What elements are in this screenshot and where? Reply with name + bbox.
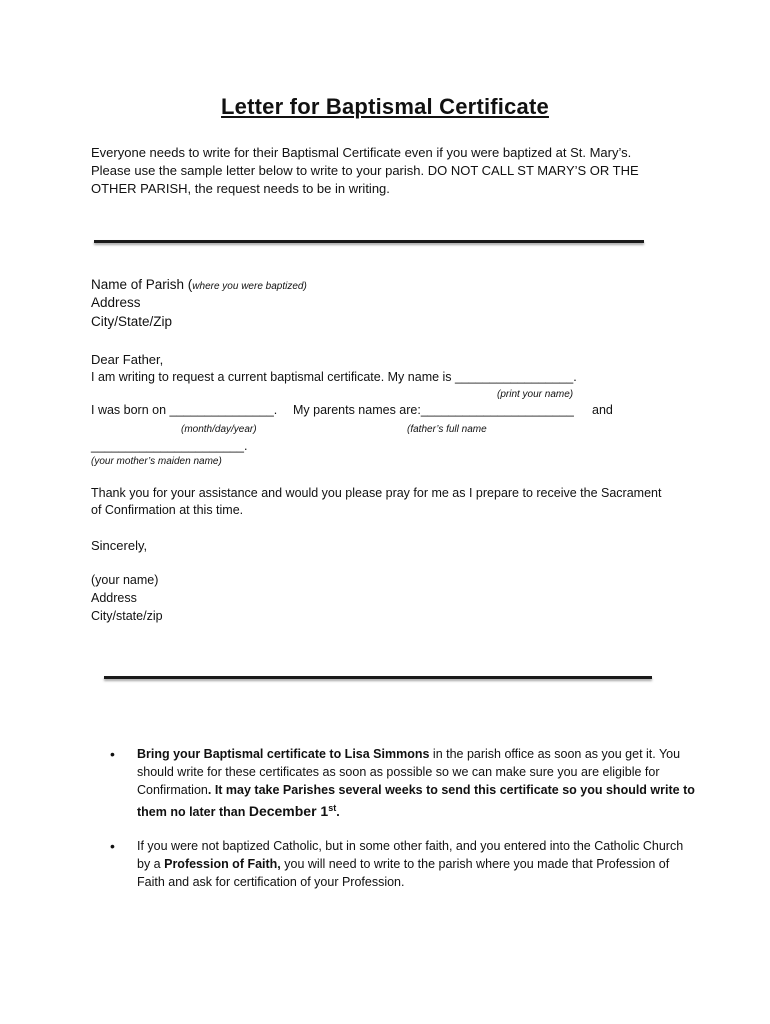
bullet-1-end: . [336,805,340,820]
intro-paragraph [91,144,639,198]
bullet-icon: • [110,746,115,762]
mother-blank: ______________________. [91,439,248,453]
intro-line-3: OTHER PARISH, the request needs to be in writing. [91,181,390,196]
list-item [108,745,698,821]
parish-city-state-zip: City/State/Zip [91,314,173,329]
print-name-hint: (print your name) [497,389,574,400]
thanks-line-1: Thank you for your assistance and would you please pray for me as I prepare to receive the Sacrament [91,486,662,500]
intro-line-1: Everyone needs to write for their Baptismal Certificate even if you were baptized at St. Mary’s. [91,145,632,160]
mother-hint: (your mother’s maiden name) [91,456,222,467]
and-word: and [592,403,613,417]
bullet-1-deadline: December 1 [248,803,329,820]
bullet-1-text: in the parish office as soon as you get it. You should write for these certificates as soon as possible so we can make sure you are eligible for Confirmation [137,747,681,797]
parish-hint: where you were baptized) [192,281,307,292]
signature-address: Address [91,591,137,605]
bullet-1-bold-tail: . It may take Parishes several weeks to send this certificate so you should write to them no later than [137,783,695,820]
signature-name: (your name) [91,573,159,587]
bullet-1-deadline-sup: st [328,803,337,813]
bullet-2-bold: Profession of Faith, [164,857,281,872]
bullet-2-text-1: If you were not baptized Catholic, but in some other faith, and you entered into the Catholic Church by a [137,839,684,872]
parents-line: My parents names are:______________________ [293,403,574,417]
thanks-line-2: of Confirmation at this time. [91,503,244,517]
bullet-2-text-2: you will need to write to the parish where you made that Profession of Faith and ask for certification of your Profession. [137,857,670,890]
intro-line-2: Please use the sample letter below to write to your parish. DO NOT CALL ST MARY’S OR THE [91,163,639,178]
date-hint: (month/day/year) [181,424,257,435]
parish-name-line [91,277,307,292]
bullet-icon: • [110,838,115,855]
signature-block [91,571,163,625]
father-hint: (father’s full name [407,424,487,435]
born-line: I was born on _______________. [91,403,278,417]
thanks-paragraph [91,485,661,519]
list-item [108,837,698,891]
separator-bottom [104,676,652,679]
bullet-1-lead: Bring your Baptismal certificate to Lisa Simmons [137,747,430,761]
closing: Sincerely, [91,538,148,553]
salutation: Dear Father, [91,352,164,367]
parish-address: Address [91,295,141,310]
instructions-list [108,745,698,907]
request-line: I am writing to request a current baptismal certificate. My name is _________________. [91,370,577,384]
parish-name: Name of Parish ( [91,277,193,292]
page-title: Letter for Baptismal Certificate [221,94,549,119]
separator-top [94,240,644,243]
signature-city: City/state/zip [91,609,163,623]
